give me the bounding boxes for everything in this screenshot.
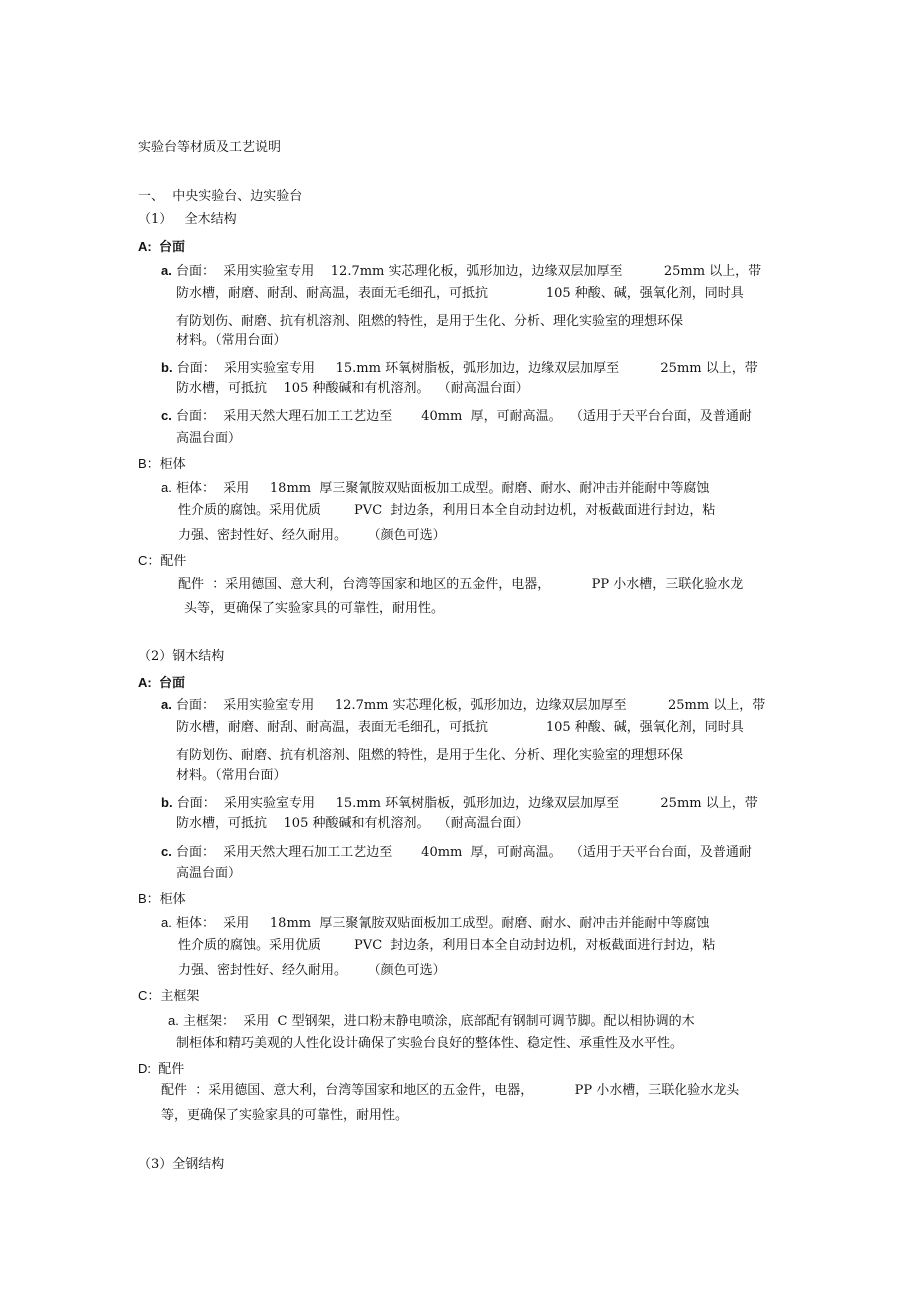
- paragraph-line: 台面： 采用实验室专用 15.mm 环氧树脂板，弧形加边，边缘双层加厚至 25mm 以上，带: [176, 361, 758, 376]
- item-marker: a.: [161, 697, 172, 712]
- paragraph-line: 有防划伤、耐磨、抗有机溶剂、阻燃的特性，是用于生化、分析、理化实验室的理想环保: [176, 314, 684, 329]
- part1-a-item-b: [161, 360, 758, 377]
- part1-a-item-c: [161, 408, 752, 425]
- paragraph-line: 防水槽，可抵抗 105 种酸碱和有机溶剂。 （耐高温台面）: [176, 381, 529, 396]
- part2-heading: （2）钢木结构: [138, 649, 225, 664]
- part2-d-label: D: 配件: [138, 1061, 185, 1076]
- paragraph-line: 性介质的腐蚀。采用优质 PVC 封边条，利用日本全自动封边机，对板截面进行封边，粘: [178, 503, 716, 518]
- paragraph-line: 台面： 采用天然大理石加工工艺边至 40mm 厚，可耐高温。 （适用于天平台台面，及普通耐: [175, 845, 752, 860]
- paragraph-line: 制柜体和精巧美观的人性化设计确保了实验台良好的整体性、稳定性、承重性及水平性。: [176, 1036, 684, 1051]
- paragraph-line: 材料。（常用台面）: [176, 768, 287, 783]
- item-marker: a.: [161, 915, 172, 930]
- item-marker: b.: [161, 360, 173, 375]
- part1-c-label: C：配件: [138, 553, 187, 568]
- paragraph-line: 防水槽，耐磨、耐刮、耐高温，表面无毛细孔，可抵抗 105 种酸、碱，强氧化剂，同时具: [176, 286, 744, 301]
- paragraph-line: 防水槽，可抵抗 105 种酸碱和有机溶剂。 （耐高温台面）: [176, 816, 529, 831]
- part2-b-label: B：柜体: [138, 891, 186, 906]
- paragraph-line: 配件 ：采用德国、意大利，台湾等国家和地区的五金件，电器， PP 小水槽，三联化验水龙头: [161, 1083, 740, 1098]
- paragraph-line: 材料。（常用台面）: [176, 333, 287, 348]
- paragraph-line: 台面： 采用实验室专用 12.7mm 实芯理化板，弧形加边，边缘双层加厚至 25mm 以上，带: [175, 698, 766, 713]
- paragraph-line: 有防划伤、耐磨、抗有机溶剂、阻燃的特性，是用于生化、分析、理化实验室的理想环保: [176, 748, 684, 763]
- part2-c-label: C：主框架: [138, 988, 200, 1003]
- paragraph-line: 台面： 采用实验室专用 15.mm 环氧树脂板，弧形加边，边缘双层加厚至 25mm 以上，带: [176, 796, 758, 811]
- item-marker: c.: [161, 844, 172, 859]
- part2-a-item-a: [161, 697, 765, 714]
- paragraph-line: 防水槽，耐磨、耐刮、耐高温，表面无毛细孔，可抵抗 105 种酸、碱，强氧化剂，同时具: [176, 720, 744, 735]
- section-heading: 一、 中央实验台、边实验台: [138, 189, 303, 204]
- part1-heading: （1） 全木结构: [138, 212, 237, 227]
- paragraph-line: 配件 ：采用德国、意大利，台湾等国家和地区的五金件，电器， PP 小水槽，三联化验水龙: [178, 577, 744, 592]
- item-marker: a.: [161, 480, 172, 495]
- paragraph-line: 高温台面）: [176, 866, 242, 881]
- part2-a-label: A: 台面: [138, 675, 185, 690]
- paragraph-line: 台面： 采用天然大理石加工工艺边至 40mm 厚，可耐高温。 （适用于天平台台面，及普通耐: [175, 409, 752, 424]
- paragraph-line: 头等，更确保了实验家具的可靠性，耐用性。: [184, 601, 445, 616]
- part3-heading: （3）全钢结构: [138, 1157, 225, 1172]
- part2-c-item-a: [168, 1013, 695, 1030]
- paragraph-line: 主框架： 采用 C 型钢架，进口粉末静电喷涂，底部配有钢制可调节脚。配以相协调的木: [182, 1014, 695, 1029]
- paragraph-line: 台面： 采用实验室专用 12.7mm 实芯理化板，弧形加边，边缘双层加厚至 25mm 以上，带: [175, 264, 762, 279]
- part2-b-item-a: [161, 915, 709, 932]
- paragraph-line: 柜体： 采用 18mm 厚三聚氰胺双贴面板加工成型。耐磨、耐水、耐冲击并能耐中等腐蚀: [175, 916, 710, 931]
- part1-a-label: A: 台面: [138, 239, 185, 254]
- paragraph-line: 力强、密封性好、经久耐用。 （颜色可选）: [178, 528, 446, 543]
- part2-a-item-b: [161, 795, 758, 812]
- part1-b-item-a: [161, 480, 709, 497]
- paragraph-line: 柜体： 采用 18mm 厚三聚氰胺双贴面板加工成型。耐磨、耐水、耐冲击并能耐中等腐蚀: [175, 481, 710, 496]
- part1-b-label: B：柜体: [138, 456, 186, 471]
- item-marker: b.: [161, 795, 173, 810]
- paragraph-line: 力强、密封性好、经久耐用。 （颜色可选）: [178, 963, 446, 978]
- paragraph-line: 等，更确保了实验家具的可靠性，耐用性。: [161, 1108, 409, 1123]
- item-marker: c.: [161, 408, 172, 423]
- part1-a-item-a: [161, 263, 761, 280]
- item-marker: a.: [161, 263, 172, 278]
- paragraph-line: 高温台面）: [176, 431, 242, 446]
- paragraph-line: 性介质的腐蚀。采用优质 PVC 封边条，利用日本全自动封边机，对板截面进行封边，粘: [178, 938, 716, 953]
- part2-a-item-c: [161, 844, 752, 861]
- item-marker: a.: [168, 1013, 179, 1028]
- doc-title: 实验台等材质及工艺说明: [138, 140, 282, 155]
